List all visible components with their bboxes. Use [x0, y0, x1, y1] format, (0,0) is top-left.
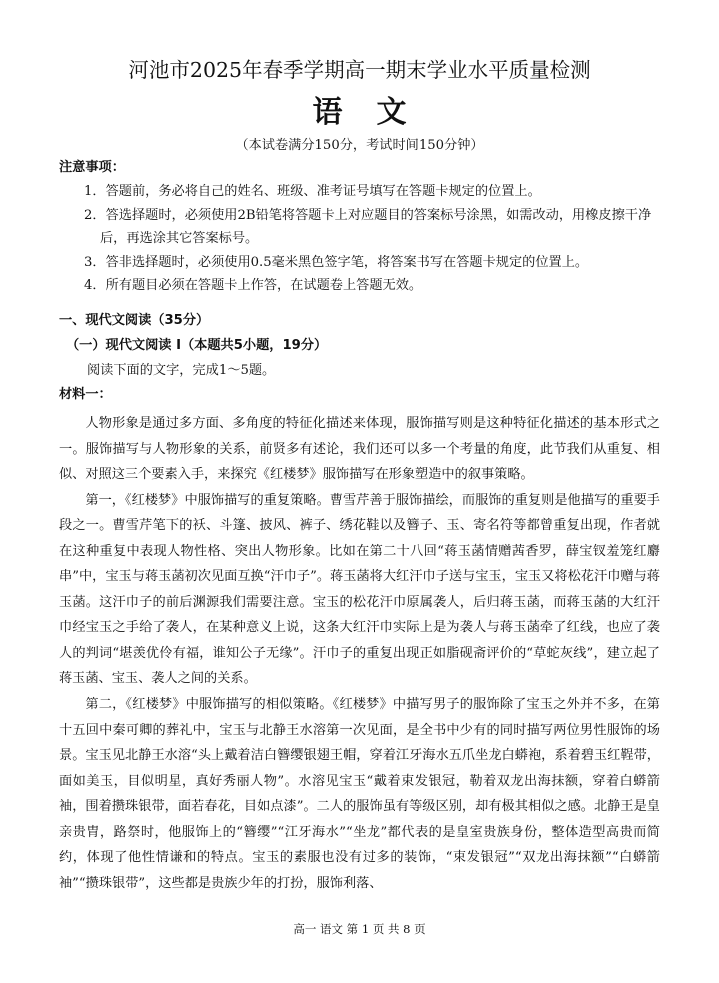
material-paragraph: 第二，《红楼梦》中服饰描写的相似策略。《红楼梦》中描写男子的服饰除了宝玉之外并不多，在第十五回中秦可卿的葬礼中，宝玉与北静王水溶第一次见面，是全书中少有的同时描写两位男性服饰的场景。宝玉见北静王水溶“头上戴着洁白簪缨银翅王帽，穿着江牙海水五爪坐龙白蟒袍，系着碧玉红鞓带，面如美玉，目似明星，真好秀丽人物”。水溶见宝玉“戴着束发银冠，勒着双龙出海抹额，穿着白蟒箭袖，围着攒珠银带，面若春花，目如点漆”。二人的服饰虽有等级区别，却有极其相似之感。北静王是皇亲贵胄，路祭时，他服饰上的“簪缨”“江牙海水”“坐龙”都代表的是皇室贵族身份，整体造型高贵而简约，体现了他性情谦和的特点。宝玉的素服也没有过多的装饰，“束发银冠”“双龙出海抹额”“白蟒箭袖”“攒珠银带”，这些都是贵族少年的打扮，服饰利落、 — [59, 697, 660, 891]
exam-title: 河池市2025年春季学期高一期末学业水平质量检测 — [128, 58, 591, 82]
subject-title: 语文 — [312, 95, 441, 130]
section-heading: 一、现代文阅读（35分） — [59, 313, 210, 328]
notice-item: 3．答非选择题时，必须使用0.5毫米黑色签字笔，将答案书写在答题卡规定的位置上。 — [84, 254, 589, 270]
material-text — [59, 411, 660, 896]
subsection-heading: （一）现代文阅读 I（本题共5小题，19分） — [66, 338, 328, 353]
notice-item: 2．答选择题时，必须使用2B铅笔将答题卡上对应题目的答案标号涂黑，如需改动，用橡皮擦干净后，再选涂其它答案标号。 — [84, 207, 652, 246]
material-paragraph: 人物形象是通过多方面、多角度的特征化描述来体现，服饰描写则是这种特征化描述的基本形式之一。服饰描写与人物形象的关系，前贤多有述论，我们还可以多一个考量的角度，此节我们从重复、相似、对照这三个要素入手，来探究《红楼梦》服饰描写在形象塑造中的叙事策略。 — [59, 416, 660, 483]
material-heading: 材料一： — [59, 387, 112, 402]
exam-info: （本试卷满分150分，考试时间150分钟） — [235, 138, 484, 153]
material-paragraph: 第一，《红楼梦》中服饰描写的重复策略。曹雪芹善于服饰描绘，而服饰的重复则是他描写的重要手段之一。曹雪芹笔下的袄、斗篷、披风、裤子、绣花鞋以及簪子、玉、寄名符等都曾重复出现，作者就在这种重复中表现人物性格、突出人物形象。比如在第二十八回“蒋玉菡情赠茜香罗，薛宝钗羞笼红麝串”中，宝玉与蒋玉菡初次见面互换“汗巾子”。蒋玉菡将大红汗巾子送与宝玉，宝玉又将松花汗巾赠与蒋玉菡。这汗巾子的前后渊源我们需要注意。宝玉的松花汗巾原属袭人，后归蒋玉菡，而蒋玉菡的大红汗巾经宝玉之手给了袭人，在某种意义上说，这条大红汗巾实际上是为袭人与蒋玉菡牵了红线，也应了袭人的判词“堪羡优伶有福，谁知公子无缘”。汗巾子的重复出现正如脂砚斋评价的“草蛇灰线”，建立起了蒋玉菡、宝玉、袭人之间的关系。 — [59, 492, 660, 687]
notice-item: 1．答题前，务必将自己的姓名、班级、准考证号填写在答题卡规定的位置上。 — [84, 184, 541, 199]
notice-heading: 注意事项： — [59, 160, 125, 175]
reading-instruction: 阅读下面的文字，完成1～5题。 — [87, 363, 276, 378]
notice-item: 4．所有题目必须在答题卡上作答，在试题卷上答题无效。 — [84, 278, 423, 293]
page-footer: 高一 语文 第 1 页 共 8 页 — [293, 922, 426, 936]
notice-list — [84, 180, 664, 298]
